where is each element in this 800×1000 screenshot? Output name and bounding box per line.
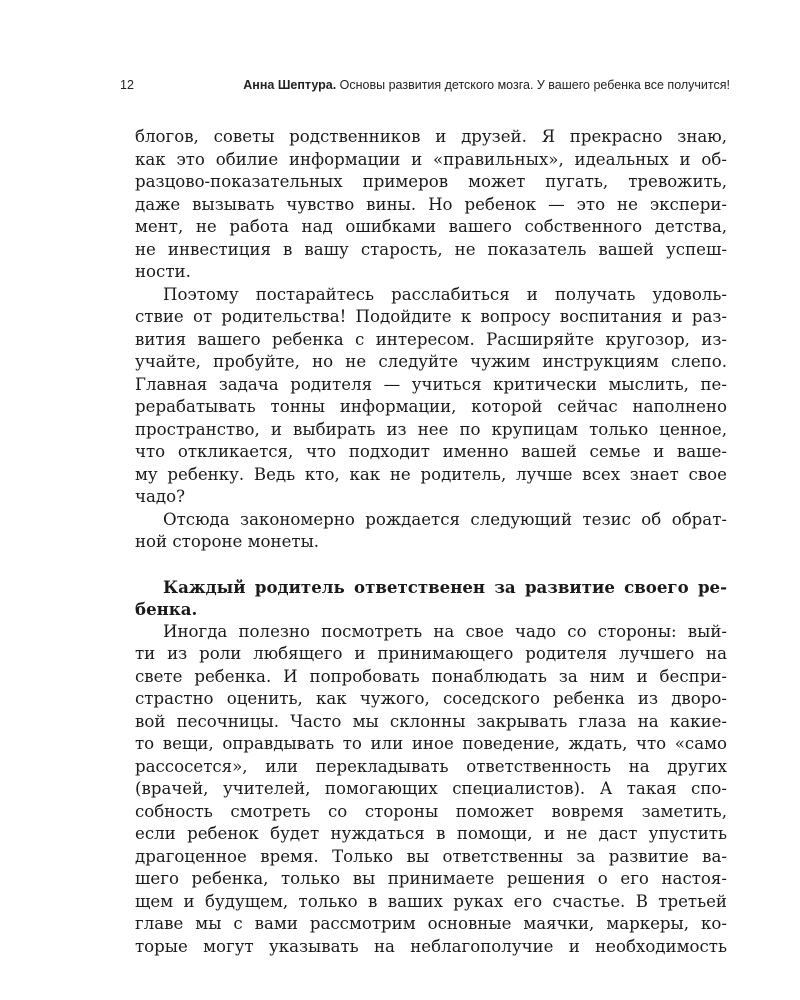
paragraph-1	[135, 126, 727, 284]
text-line: му ребенку. Ведь кто, как не родитель, лучше всех знает свое	[135, 464, 727, 484]
text-line: Иногда полезно посмотреть на свое чадо со стороны: вый-	[163, 621, 727, 641]
text-line: чадо?	[135, 487, 185, 506]
text-line: то вещи, оправдывать то или иное поведение, ждать, что «само	[135, 734, 727, 753]
text-line: разцово-показательных примеров может пугать, тревожить,	[135, 172, 727, 191]
text-line: не инвестиция в вашу старость, не показатель вашей успеш-	[135, 239, 727, 259]
text-line: ности.	[135, 262, 191, 281]
paragraph-3	[135, 509, 727, 554]
text-line: рерабатывать тонны информации, которой сейчас наполнено	[135, 397, 727, 416]
running-title	[243, 78, 730, 92]
author-name: Анна Шептура.	[243, 78, 337, 92]
text-line: (врачей, учителей, помогающих специалистов). А такая спо-	[135, 779, 727, 798]
text-line: мент, не работа над ошибками вашего собственного детства,	[135, 217, 727, 236]
text-line: вития вашего ребенка с интересом. Расширяйте кругозор, из-	[135, 329, 727, 349]
text-line: свете ребенка. И попробовать понаблюдать за ним и беспри-	[135, 666, 727, 686]
text-line: шего ребенка, только вы принимаете решения о его настоя-	[135, 869, 727, 888]
text-line: ти из роли любящего и принимающего родителя лучшего на	[135, 644, 727, 663]
text-line: Поэтому постарайтесь расслабиться и получать удоволь-	[163, 284, 727, 304]
text-line: рассосется», или перекладывать ответственность на других	[135, 756, 727, 776]
paragraph-gap	[135, 554, 727, 576]
text-line: Отсюда закономерно рождается следующий тезис об обрат-	[163, 509, 727, 529]
text-line: если ребенок будет нуждаться в помощи, и не даст упустить	[135, 824, 727, 843]
text-line: торые могут указывать на неблагополучие и необходимость	[135, 936, 727, 956]
page-body	[135, 126, 727, 958]
book-title: Основы развития детского мозга. У вашего ребенка все получится!	[336, 78, 730, 92]
running-header	[120, 78, 730, 96]
text-line: что откликается, что подходит именно вашей семье и ваше-	[135, 442, 727, 461]
text-line: пространство, и выбирать из нее по крупицам только ценное,	[135, 419, 727, 439]
text-line: учайте, пробуйте, но не следуйте чужим инструкциям слепо.	[135, 352, 727, 371]
page-number: 12	[120, 78, 134, 92]
text-line: главе мы с вами рассмотрим основные маячки, маркеры, ко-	[135, 914, 727, 933]
text-line: Каждый родитель ответственен за развитие своего ре-	[163, 576, 727, 597]
thesis-heading	[135, 576, 727, 621]
text-line: щем и будущем, только в ваших руках его счастье. В третьей	[135, 891, 727, 911]
text-line: бенка.	[135, 599, 198, 619]
paragraph-2	[135, 284, 727, 509]
paragraph-4	[135, 621, 727, 959]
text-line: ствие от родительства! Подойдите к вопросу воспитания и раз-	[135, 307, 727, 326]
text-line: блогов, советы родственников и друзей. Я прекрасно знаю,	[135, 127, 727, 146]
text-line: страстно оценить, как чужого, соседского ребенка из дворо-	[135, 689, 727, 708]
text-line: вой песочницы. Часто мы склонны закрывать глаза на какие-	[135, 711, 727, 731]
text-line: как это обилие информации и «правильных», идеальных и об-	[135, 149, 727, 169]
text-line: даже вызывать чувство вины. Но ребенок — это не экспери-	[135, 194, 727, 214]
text-line: Главная задача родителя — учиться критически мыслить, пе-	[135, 374, 727, 394]
text-line: собность смотреть со стороны поможет вовремя заметить,	[135, 801, 727, 821]
text-line: драгоценное время. Только вы ответственны за развитие ва-	[135, 846, 727, 866]
text-line: ной стороне монеты.	[135, 532, 320, 551]
